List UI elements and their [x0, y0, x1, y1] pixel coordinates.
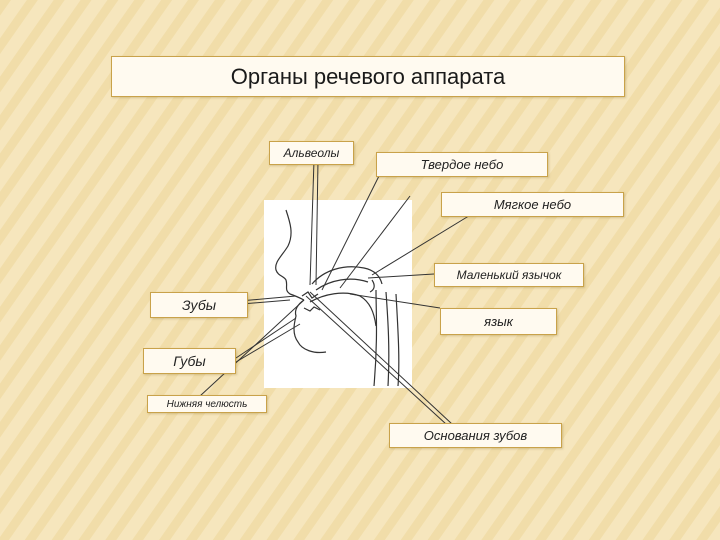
- label-zuby: Зубы: [150, 292, 248, 318]
- line-yazychok: [368, 274, 434, 278]
- label-yazyk: язык: [440, 308, 557, 335]
- line-guby: [236, 318, 296, 358]
- line-yazyk: [350, 294, 440, 308]
- line-alveoly-2: [316, 160, 318, 285]
- line-osnovaniya-2: [306, 296, 446, 424]
- label-myagkoe-nebo: Мягкое небо: [441, 192, 624, 217]
- label-tverdoe-nebo: Твердое небо: [376, 152, 548, 177]
- line-guby-2: [236, 324, 300, 362]
- label-nizhnyaya-chelyust: Нижняя челюсть: [147, 395, 267, 413]
- line-tverdoe-nebo-2: [340, 196, 410, 288]
- label-alveoly: Альвеолы: [269, 141, 354, 165]
- line-alveoly: [310, 160, 314, 285]
- label-malenky-yazychok: Маленький язычок: [434, 263, 584, 287]
- label-guby: Губы: [143, 348, 236, 374]
- line-osnovaniya: [310, 292, 452, 424]
- slide-title: Органы речевого аппарата: [111, 56, 625, 97]
- label-osnovaniya-zubov: Основания зубов: [389, 423, 562, 448]
